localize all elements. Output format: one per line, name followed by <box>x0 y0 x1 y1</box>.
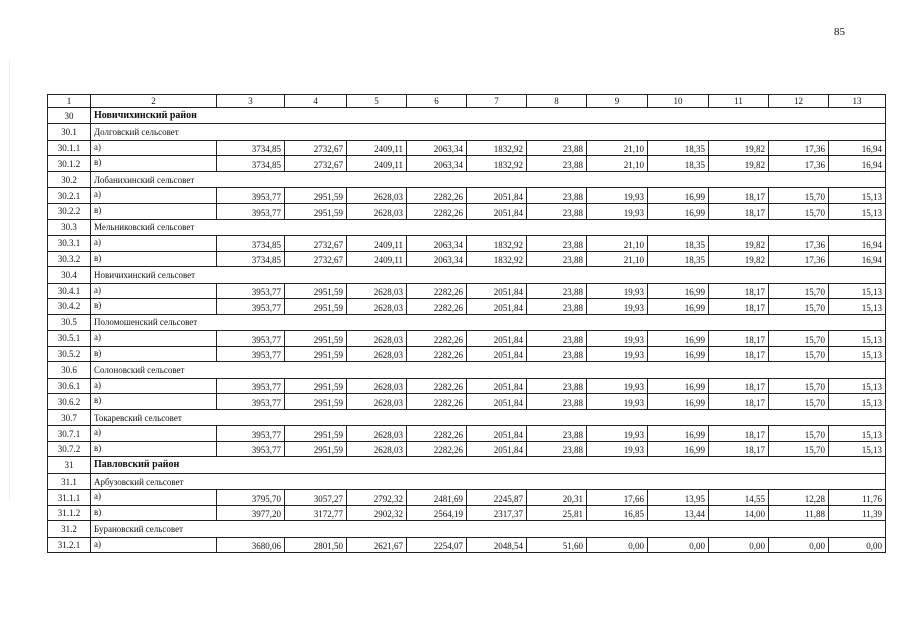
value-cell: 18,17 <box>709 394 769 410</box>
column-number: 2 <box>91 95 217 108</box>
table-row <box>48 331 886 347</box>
council-name: Новичихинский сельсовет <box>91 267 886 283</box>
row-label: а) <box>91 490 217 506</box>
value-cell: 2051,84 <box>467 188 527 204</box>
row-code: 30.2.2 <box>48 203 91 219</box>
row-code: 30.7 <box>48 409 91 425</box>
value-cell: 17,36 <box>769 156 829 172</box>
table-row <box>48 537 886 553</box>
row-label: а) <box>91 235 217 251</box>
value-cell: 18,17 <box>709 426 769 442</box>
table-row <box>48 490 886 506</box>
row-label: в) <box>91 156 217 172</box>
value-cell: 2732,67 <box>285 140 347 156</box>
value-cell: 3953,77 <box>217 203 285 219</box>
value-cell: 3172,77 <box>285 505 347 521</box>
value-cell: 21,10 <box>587 140 648 156</box>
value-cell: 2051,84 <box>467 346 527 362</box>
value-cell: 18,17 <box>709 188 769 204</box>
row-code: 30.2.1 <box>48 188 91 204</box>
council-name: Бурановский сельсовет <box>91 521 886 537</box>
value-cell: 2951,59 <box>285 299 347 315</box>
table-row <box>48 283 886 299</box>
value-cell: 15,70 <box>769 378 829 394</box>
value-cell: 2048,54 <box>467 537 527 553</box>
value-cell: 3953,77 <box>217 331 285 347</box>
value-cell: 2282,26 <box>407 283 467 299</box>
table-row <box>48 505 886 521</box>
value-cell: 18,17 <box>709 203 769 219</box>
value-cell: 2951,59 <box>285 394 347 410</box>
row-code: 30.5.2 <box>48 346 91 362</box>
value-cell: 11,76 <box>829 490 886 506</box>
value-cell: 23,88 <box>527 188 587 204</box>
column-number: 12 <box>769 95 829 108</box>
column-number: 4 <box>285 95 347 108</box>
value-cell: 3734,85 <box>217 235 285 251</box>
column-number: 9 <box>587 95 648 108</box>
value-cell: 3953,77 <box>217 441 285 457</box>
value-cell: 0,00 <box>648 537 709 553</box>
value-cell: 15,70 <box>769 331 829 347</box>
value-cell: 3953,77 <box>217 299 285 315</box>
value-cell: 23,88 <box>527 299 587 315</box>
value-cell: 19,82 <box>709 140 769 156</box>
table-body <box>48 95 886 553</box>
district-name: Новичихинский район <box>91 108 886 124</box>
value-cell: 15,70 <box>769 299 829 315</box>
value-cell: 16,99 <box>648 299 709 315</box>
row-code: 30.3.2 <box>48 251 91 267</box>
value-cell: 2409,11 <box>347 235 407 251</box>
value-cell: 0,00 <box>829 537 886 553</box>
row-label: а) <box>91 537 217 553</box>
value-cell: 17,36 <box>769 251 829 267</box>
value-cell: 23,88 <box>527 394 587 410</box>
value-cell: 15,13 <box>829 346 886 362</box>
value-cell: 15,70 <box>769 426 829 442</box>
value-cell: 15,13 <box>829 299 886 315</box>
table-row <box>48 441 886 457</box>
value-cell: 12,28 <box>769 490 829 506</box>
section-row <box>48 362 886 378</box>
row-code: 30.5 <box>48 314 91 330</box>
value-cell: 23,88 <box>527 378 587 394</box>
value-cell: 15,13 <box>829 188 886 204</box>
value-cell: 2951,59 <box>285 283 347 299</box>
value-cell: 14,55 <box>709 490 769 506</box>
row-code: 30.6 <box>48 362 91 378</box>
value-cell: 23,88 <box>527 251 587 267</box>
value-cell: 3953,77 <box>217 283 285 299</box>
row-code: 30.5.1 <box>48 331 91 347</box>
value-cell: 2951,59 <box>285 378 347 394</box>
value-cell: 2051,84 <box>467 426 527 442</box>
row-code: 30.1 <box>48 124 91 140</box>
row-code: 30.6.1 <box>48 378 91 394</box>
value-cell: 1832,92 <box>467 140 527 156</box>
row-label: в) <box>91 441 217 457</box>
value-cell: 2621,67 <box>347 537 407 553</box>
value-cell: 23,88 <box>527 235 587 251</box>
council-name: Арбузовский сельсовет <box>91 473 886 489</box>
district-row <box>48 457 886 473</box>
value-cell: 2282,26 <box>407 426 467 442</box>
value-cell: 0,00 <box>709 537 769 553</box>
value-cell: 2732,67 <box>285 156 347 172</box>
section-row <box>48 124 886 140</box>
section-row <box>48 521 886 537</box>
value-cell: 2282,26 <box>407 203 467 219</box>
value-cell: 15,13 <box>829 378 886 394</box>
value-cell: 2051,84 <box>467 394 527 410</box>
value-cell: 13,44 <box>648 505 709 521</box>
row-code: 30 <box>48 108 91 124</box>
value-cell: 18,17 <box>709 346 769 362</box>
value-cell: 15,70 <box>769 394 829 410</box>
value-cell: 19,93 <box>587 331 648 347</box>
column-number: 8 <box>527 95 587 108</box>
row-code: 30.1.2 <box>48 156 91 172</box>
column-number: 3 <box>217 95 285 108</box>
row-code: 31.2.1 <box>48 537 91 553</box>
value-cell: 2282,26 <box>407 441 467 457</box>
value-cell: 15,70 <box>769 346 829 362</box>
row-label: а) <box>91 378 217 394</box>
column-number-row <box>48 95 886 108</box>
value-cell: 2628,03 <box>347 426 407 442</box>
value-cell: 2628,03 <box>347 394 407 410</box>
value-cell: 3734,85 <box>217 156 285 172</box>
value-cell: 19,82 <box>709 235 769 251</box>
value-cell: 14,00 <box>709 505 769 521</box>
value-cell: 15,13 <box>829 441 886 457</box>
row-code: 31.1.1 <box>48 490 91 506</box>
value-cell: 23,88 <box>527 156 587 172</box>
value-cell: 16,99 <box>648 441 709 457</box>
row-code: 30.7.1 <box>48 426 91 442</box>
column-number: 5 <box>347 95 407 108</box>
value-cell: 2282,26 <box>407 299 467 315</box>
row-code: 30.4.2 <box>48 299 91 315</box>
row-code: 30.6.2 <box>48 394 91 410</box>
value-cell: 16,94 <box>829 156 886 172</box>
value-cell: 23,88 <box>527 283 587 299</box>
value-cell: 18,17 <box>709 441 769 457</box>
value-cell: 3953,77 <box>217 394 285 410</box>
table-row <box>48 188 886 204</box>
value-cell: 21,10 <box>587 235 648 251</box>
row-code: 30.4.1 <box>48 283 91 299</box>
value-cell: 17,36 <box>769 140 829 156</box>
value-cell: 23,88 <box>527 441 587 457</box>
value-cell: 19,93 <box>587 346 648 362</box>
row-code: 31.1.2 <box>48 505 91 521</box>
council-name: Мельниковский сельсовет <box>91 219 886 235</box>
value-cell: 19,93 <box>587 394 648 410</box>
section-row <box>48 171 886 187</box>
value-cell: 3953,77 <box>217 346 285 362</box>
table-row <box>48 203 886 219</box>
table-row <box>48 156 886 172</box>
value-cell: 19,93 <box>587 203 648 219</box>
value-cell: 2063,34 <box>407 156 467 172</box>
value-cell: 16,99 <box>648 378 709 394</box>
row-label: а) <box>91 331 217 347</box>
section-row <box>48 314 886 330</box>
value-cell: 3953,77 <box>217 378 285 394</box>
value-cell: 2051,84 <box>467 378 527 394</box>
value-cell: 19,93 <box>587 188 648 204</box>
value-cell: 15,13 <box>829 426 886 442</box>
value-cell: 3057,27 <box>285 490 347 506</box>
row-label: в) <box>91 394 217 410</box>
row-code: 30.1.1 <box>48 140 91 156</box>
value-cell: 2951,59 <box>285 203 347 219</box>
tariff-table <box>47 94 886 553</box>
district-name: Павловский район <box>91 457 886 473</box>
row-code: 31.2 <box>48 521 91 537</box>
value-cell: 2732,67 <box>285 251 347 267</box>
council-name: Солоновский сельсовет <box>91 362 886 378</box>
value-cell: 2051,84 <box>467 331 527 347</box>
section-row <box>48 219 886 235</box>
value-cell: 1832,92 <box>467 251 527 267</box>
value-cell: 19,82 <box>709 251 769 267</box>
value-cell: 2564,19 <box>407 505 467 521</box>
value-cell: 16,99 <box>648 283 709 299</box>
table-row <box>48 235 886 251</box>
value-cell: 16,85 <box>587 505 648 521</box>
value-cell: 19,93 <box>587 441 648 457</box>
value-cell: 23,88 <box>527 140 587 156</box>
row-label: а) <box>91 426 217 442</box>
table-row <box>48 378 886 394</box>
value-cell: 2282,26 <box>407 346 467 362</box>
row-label: в) <box>91 346 217 362</box>
value-cell: 2063,34 <box>407 140 467 156</box>
value-cell: 0,00 <box>587 537 648 553</box>
value-cell: 11,39 <box>829 505 886 521</box>
row-code: 31.1 <box>48 473 91 489</box>
value-cell: 23,88 <box>527 331 587 347</box>
table-row <box>48 140 886 156</box>
table-row <box>48 299 886 315</box>
row-code: 30.2 <box>48 171 91 187</box>
table-row <box>48 426 886 442</box>
value-cell: 0,00 <box>769 537 829 553</box>
value-cell: 18,35 <box>648 140 709 156</box>
council-name: Токаревский сельсовет <box>91 409 886 425</box>
value-cell: 18,17 <box>709 378 769 394</box>
value-cell: 3734,85 <box>217 251 285 267</box>
value-cell: 3795,70 <box>217 490 285 506</box>
value-cell: 17,36 <box>769 235 829 251</box>
value-cell: 2063,34 <box>407 251 467 267</box>
scan-margin-line <box>9 60 10 500</box>
value-cell: 2063,34 <box>407 235 467 251</box>
value-cell: 1832,92 <box>467 235 527 251</box>
row-label: а) <box>91 283 217 299</box>
value-cell: 2628,03 <box>347 203 407 219</box>
value-cell: 2628,03 <box>347 441 407 457</box>
column-number: 1 <box>48 95 91 108</box>
value-cell: 3734,85 <box>217 140 285 156</box>
value-cell: 2628,03 <box>347 331 407 347</box>
value-cell: 15,13 <box>829 203 886 219</box>
value-cell: 17,66 <box>587 490 648 506</box>
value-cell: 2628,03 <box>347 299 407 315</box>
value-cell: 18,17 <box>709 299 769 315</box>
value-cell: 20,31 <box>527 490 587 506</box>
value-cell: 2317,37 <box>467 505 527 521</box>
row-code: 30.7.2 <box>48 441 91 457</box>
value-cell: 18,35 <box>648 156 709 172</box>
value-cell: 2051,84 <box>467 299 527 315</box>
value-cell: 2409,11 <box>347 156 407 172</box>
value-cell: 2409,11 <box>347 140 407 156</box>
column-number: 10 <box>648 95 709 108</box>
value-cell: 1832,92 <box>467 156 527 172</box>
value-cell: 2628,03 <box>347 346 407 362</box>
value-cell: 23,88 <box>527 203 587 219</box>
value-cell: 23,88 <box>527 426 587 442</box>
value-cell: 15,70 <box>769 188 829 204</box>
column-number: 6 <box>407 95 467 108</box>
value-cell: 21,10 <box>587 251 648 267</box>
council-name: Долговский сельсовет <box>91 124 886 140</box>
value-cell: 16,94 <box>829 140 886 156</box>
value-cell: 15,13 <box>829 394 886 410</box>
value-cell: 3953,77 <box>217 188 285 204</box>
value-cell: 16,94 <box>829 251 886 267</box>
value-cell: 2628,03 <box>347 283 407 299</box>
value-cell: 2902,32 <box>347 505 407 521</box>
row-label: в) <box>91 505 217 521</box>
value-cell: 21,10 <box>587 156 648 172</box>
district-row <box>48 108 886 124</box>
value-cell: 2051,84 <box>467 441 527 457</box>
value-cell: 15,70 <box>769 283 829 299</box>
value-cell: 2409,11 <box>347 251 407 267</box>
table-row <box>48 394 886 410</box>
row-label: а) <box>91 140 217 156</box>
value-cell: 15,13 <box>829 331 886 347</box>
value-cell: 16,99 <box>648 394 709 410</box>
section-row <box>48 473 886 489</box>
value-cell: 19,93 <box>587 426 648 442</box>
table-row <box>48 346 886 362</box>
value-cell: 2282,26 <box>407 394 467 410</box>
value-cell: 2245,87 <box>467 490 527 506</box>
value-cell: 25,81 <box>527 505 587 521</box>
value-cell: 15,13 <box>829 283 886 299</box>
value-cell: 51,60 <box>527 537 587 553</box>
value-cell: 2628,03 <box>347 188 407 204</box>
value-cell: 2481,69 <box>407 490 467 506</box>
value-cell: 2951,59 <box>285 441 347 457</box>
page-number: 85 <box>834 26 845 38</box>
value-cell: 3977,20 <box>217 505 285 521</box>
value-cell: 2051,84 <box>467 203 527 219</box>
value-cell: 23,88 <box>527 346 587 362</box>
row-label: в) <box>91 299 217 315</box>
value-cell: 2051,84 <box>467 283 527 299</box>
value-cell: 2951,59 <box>285 426 347 442</box>
row-code: 31 <box>48 457 91 473</box>
value-cell: 3680,06 <box>217 537 285 553</box>
value-cell: 2951,59 <box>285 188 347 204</box>
value-cell: 16,94 <box>829 235 886 251</box>
row-label: в) <box>91 203 217 219</box>
value-cell: 16,99 <box>648 188 709 204</box>
value-cell: 2801,50 <box>285 537 347 553</box>
row-label: в) <box>91 251 217 267</box>
value-cell: 2628,03 <box>347 378 407 394</box>
value-cell: 3953,77 <box>217 426 285 442</box>
row-label: а) <box>91 188 217 204</box>
value-cell: 18,17 <box>709 283 769 299</box>
row-code: 30.3 <box>48 219 91 235</box>
value-cell: 18,17 <box>709 331 769 347</box>
value-cell: 16,99 <box>648 426 709 442</box>
value-cell: 2792,32 <box>347 490 407 506</box>
value-cell: 15,70 <box>769 203 829 219</box>
value-cell: 2282,26 <box>407 331 467 347</box>
value-cell: 19,93 <box>587 378 648 394</box>
value-cell: 16,99 <box>648 331 709 347</box>
value-cell: 2951,59 <box>285 346 347 362</box>
value-cell: 2282,26 <box>407 378 467 394</box>
row-code: 30.4 <box>48 267 91 283</box>
value-cell: 11,88 <box>769 505 829 521</box>
council-name: Поломошенский сельсовет <box>91 314 886 330</box>
value-cell: 16,99 <box>648 346 709 362</box>
value-cell: 19,93 <box>587 283 648 299</box>
value-cell: 19,82 <box>709 156 769 172</box>
value-cell: 2732,67 <box>285 235 347 251</box>
section-row <box>48 409 886 425</box>
value-cell: 18,35 <box>648 235 709 251</box>
value-cell: 13,95 <box>648 490 709 506</box>
value-cell: 15,70 <box>769 441 829 457</box>
column-number: 13 <box>829 95 886 108</box>
section-row <box>48 267 886 283</box>
council-name: Лобанихинский сельсовет <box>91 171 886 187</box>
row-code: 30.3.1 <box>48 235 91 251</box>
value-cell: 2951,59 <box>285 331 347 347</box>
value-cell: 18,35 <box>648 251 709 267</box>
value-cell: 2282,26 <box>407 188 467 204</box>
table-row <box>48 251 886 267</box>
column-number: 7 <box>467 95 527 108</box>
column-number: 11 <box>709 95 769 108</box>
value-cell: 19,93 <box>587 299 648 315</box>
value-cell: 2254,07 <box>407 537 467 553</box>
value-cell: 16,99 <box>648 203 709 219</box>
